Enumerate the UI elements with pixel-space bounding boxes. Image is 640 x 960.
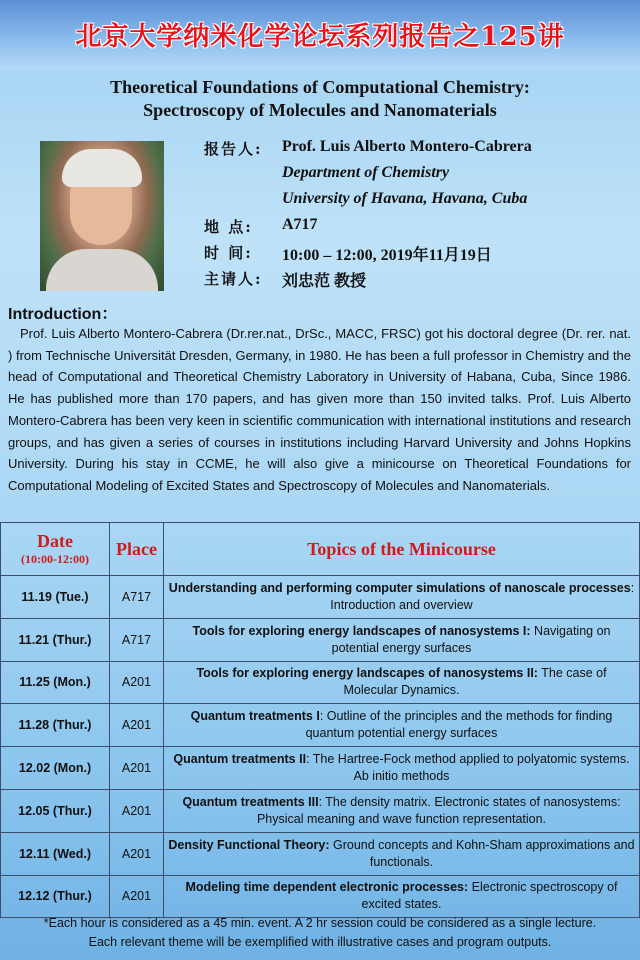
date-column-header bbox=[1, 523, 110, 576]
speaker-name: Prof. Luis Alberto Montero-Cabrera bbox=[282, 138, 532, 155]
row-topic bbox=[164, 747, 640, 790]
speaker-photo bbox=[40, 141, 164, 291]
date-header-label: Date bbox=[37, 531, 73, 551]
row-topic bbox=[164, 704, 640, 747]
row-topic-title: Quantum treatments III bbox=[182, 794, 319, 809]
row-topic-detail: : The Hartree-Fock method applied to polyatomic systems. Ab initio methods bbox=[306, 752, 630, 784]
table-row bbox=[1, 576, 640, 619]
topics-column-header: Topics of the Minicourse bbox=[164, 523, 640, 576]
table-row bbox=[1, 661, 640, 704]
introduction-heading: Introduction： bbox=[8, 306, 118, 323]
introduction-body: Prof. Luis Alberto Montero-Cabrera (Dr.rer.nat., DrSc., MACC, FRSC) got his doctoral degree (Dr. rer. nat. ) from Technische Universität Dresden, Germany, in 1980. He has been a full professor in Chemistry and the head of Computational and Theoretical Chemistry Laboratory in University of Habana, Cuba, Since 1986. He has published more than 170 papers, and has given more than 150 invited talks. Prof. Luis Alberto Montero-Cabrera has been very keen in scientific communication with international institutions and research groups, and has given a series of courses in institutions including Harvard University and Johns Hopkins University. During his stay in CCME, he will also give a minicourse on Theoretical Foundations for Computational Modeling of Excited States and Spectroscopy of Molecules and Nanomaterials. bbox=[8, 326, 631, 493]
speaker-label: 报告人: bbox=[204, 140, 263, 158]
photo-shirt bbox=[46, 249, 158, 291]
row-place: A201 bbox=[110, 704, 164, 747]
row-date: 11.25 (Mon.) bbox=[1, 661, 110, 704]
footnote-line2: Each relevant theme will be exemplified with illustrative cases and program outputs. bbox=[88, 935, 552, 949]
speaker-university: University of Havana, Havana, Cuba bbox=[282, 190, 528, 207]
table-row bbox=[1, 618, 640, 661]
row-topic-title: Tools for exploring energy landscapes of nanosystems II: bbox=[196, 666, 538, 681]
location-label: 地 点: bbox=[204, 218, 253, 236]
row-place: A201 bbox=[110, 832, 164, 875]
table-row bbox=[1, 747, 640, 790]
time-label: 时 间: bbox=[204, 244, 253, 262]
schedule-body bbox=[1, 576, 640, 918]
table-row bbox=[1, 832, 640, 875]
row-topic-detail: : Introduction and overview bbox=[330, 580, 635, 612]
place-column-header: Place bbox=[110, 523, 164, 576]
talk-title bbox=[0, 76, 640, 122]
row-topic bbox=[164, 576, 640, 619]
row-topic-title: Density Functional Theory: bbox=[168, 837, 330, 852]
row-topic-detail: : Outline of the principles and the methods for finding quantum potential energy surfaces bbox=[305, 709, 613, 741]
row-date: 12.05 (Thur.) bbox=[1, 789, 110, 832]
row-topic-detail: : The density matrix. Electronic states of nanosystems: Physical meaning and wave function representation. bbox=[256, 794, 621, 826]
footnote bbox=[0, 914, 640, 952]
row-topic-detail: Navigating on potential energy surfaces bbox=[331, 623, 611, 655]
row-place: A201 bbox=[110, 875, 164, 918]
row-topic bbox=[164, 875, 640, 918]
page-title: 北京大学纳米化学论坛系列报告之125讲 bbox=[75, 22, 565, 52]
row-topic bbox=[164, 789, 640, 832]
talk-title-line2: Spectroscopy of Molecules and Nanomaterials bbox=[143, 100, 497, 120]
host-label: 主请人: bbox=[204, 270, 263, 288]
table-row bbox=[1, 789, 640, 832]
table-row bbox=[1, 704, 640, 747]
row-topic-title: Quantum treatments II bbox=[173, 752, 307, 767]
row-date: 11.19 (Tue.) bbox=[1, 576, 110, 619]
host-value: 刘忠范 教授 bbox=[282, 273, 367, 290]
row-topic bbox=[164, 661, 640, 704]
speaker-department: Department of Chemistry bbox=[282, 164, 450, 181]
row-topic-detail: The case of Molecular Dynamics. bbox=[343, 666, 607, 698]
photo-hair bbox=[62, 149, 142, 187]
row-place: A717 bbox=[110, 618, 164, 661]
row-topic bbox=[164, 832, 640, 875]
footnote-line1: *Each hour is considered as a 45 min. event. A 2 hr session could be considered as a single lecture. bbox=[43, 916, 597, 930]
row-place: A201 bbox=[110, 661, 164, 704]
row-date: 12.02 (Mon.) bbox=[1, 747, 110, 790]
row-topic-detail: Electronic spectroscopy of excited states. bbox=[361, 880, 618, 912]
row-place: A201 bbox=[110, 747, 164, 790]
location-value: A717 bbox=[282, 216, 318, 233]
time-value: 10:00 – 12:00, 2019年11月19日 bbox=[282, 247, 492, 264]
talk-title-line1: Theoretical Foundations of Computational Chemistry: bbox=[110, 77, 530, 97]
row-place: A201 bbox=[110, 789, 164, 832]
row-date: 11.28 (Thur.) bbox=[1, 704, 110, 747]
row-topic-title: Tools for exploring energy landscapes of nanosystems I: bbox=[192, 623, 531, 638]
row-topic-title: Modeling time dependent electronic processes: bbox=[185, 880, 469, 895]
row-date: 12.12 (Thur.) bbox=[1, 875, 110, 918]
row-topic-title: Quantum treatments I bbox=[190, 709, 320, 724]
table-header-row bbox=[1, 523, 640, 576]
row-topic-detail: Ground concepts and Kohn-Sham approximations and functionals. bbox=[329, 837, 635, 869]
row-date: 12.11 (Wed.) bbox=[1, 832, 110, 875]
row-date: 11.21 (Thur.) bbox=[1, 618, 110, 661]
row-topic-title: Understanding and performing computer simulations of nanoscale processes bbox=[168, 580, 631, 595]
row-topic bbox=[164, 618, 640, 661]
date-header-sub: (10:00-12:00) bbox=[21, 552, 89, 566]
table-row bbox=[1, 875, 640, 918]
row-place: A717 bbox=[110, 576, 164, 619]
minicourse-table bbox=[0, 522, 640, 918]
